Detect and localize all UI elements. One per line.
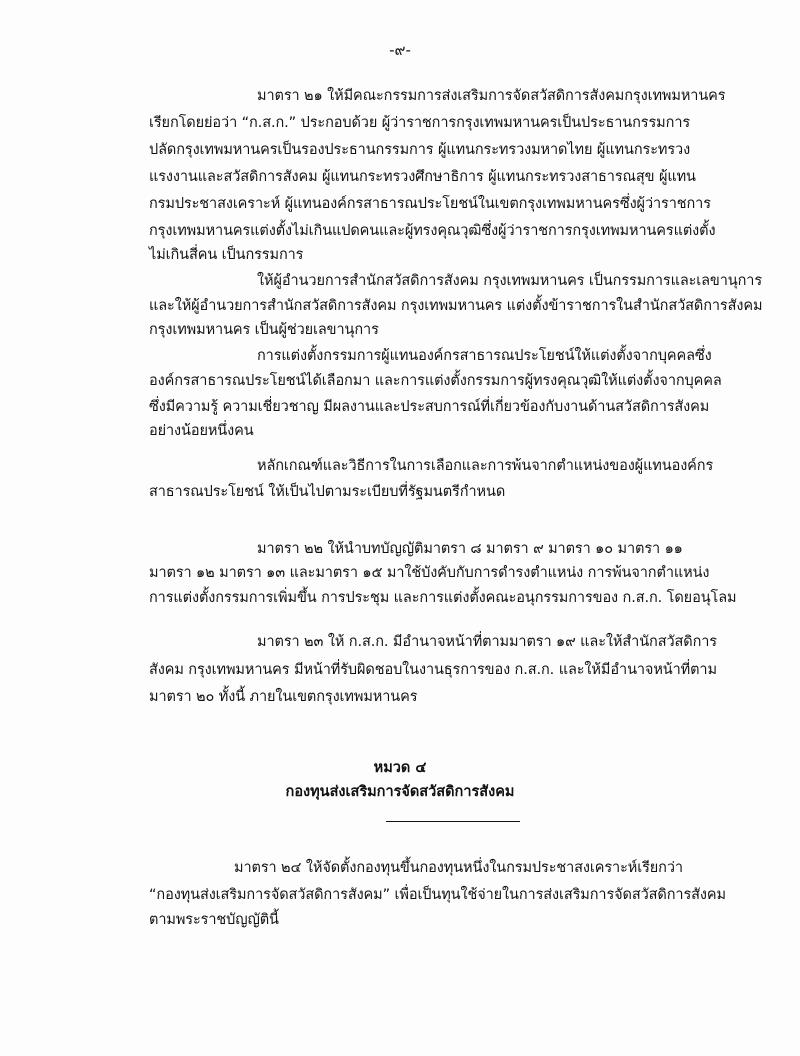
section-23-line-2: สังคม กรุงเทพมหานคร มีหน้าที่รับผิดชอบในงานธุรการของ ก.ส.ก. และให้มีอำนาจหน้าที่ตาม bbox=[149, 662, 717, 678]
chapter-number: หมวด ๔ bbox=[373, 760, 427, 776]
section-21-line-1: มาตรา ๒๑ ให้มีคณะกรรมการส่งเสริมการจัดสวัสดิการสังคมกรุงเทพมหานคร bbox=[257, 88, 726, 104]
section-24-line-1: มาตรา ๒๔ ให้จัดตั้งกองทุนขึ้นกองทุนหนึ่งในกรมประชาสงเคราะห์เรียกว่า bbox=[234, 860, 683, 876]
section-23-line-1: มาตรา ๒๓ ให้ ก.ส.ก. มีอำนาจหน้าที่ตามมาตรา ๑๙ และให้สำนักสวัสดิการ bbox=[257, 634, 717, 650]
section-24-line-2: “กองทุนส่งเสริมการจัดสวัสดิการสังคม” เพื่อเป็นทุนใช้จ่ายในการส่งเสริมการจัดสวัสดิการสังคม bbox=[149, 887, 726, 903]
section-21-line-2: เรียกโดยย่อว่า “ก.ส.ก.” ประกอบด้วย ผู้ว่าราชการกรุงเทพมหานครเป็นประธานกรรมการ bbox=[149, 115, 691, 131]
section-21-para4-line-2: สาธารณประโยชน์ ให้เป็นไปตามระเบียบที่รัฐมนตรีกำหนด bbox=[149, 484, 506, 500]
section-21-para3-line-2: องค์กรสาธารณประโยชน์ได้เลือกมา และการแต่งตั้งกรรมการผู้ทรงคุณวุฒิให้แต่งตั้งจากบุคคล bbox=[149, 373, 722, 389]
section-21-para3-line-3: ซึ่งมีความรู้ ความเชี่ยวชาญ มีผลงานและประสบการณ์ที่เกี่ยวข้องกับงานด้านสวัสดิการสังคม bbox=[149, 399, 710, 415]
section-23-line-3: มาตรา ๒๐ ทั้งนี้ ภายในเขตกรุงเทพมหานคร bbox=[149, 689, 418, 705]
section-21-para3-line-1: การแต่งตั้งกรรมการผู้แทนองค์กรสาธารณประโยชน์ให้แต่งตั้งจากบุคคลซึ่ง bbox=[257, 348, 712, 364]
page-number: -๙- bbox=[389, 41, 411, 59]
section-21-para3-line-4: อย่างน้อยหนึ่งคน bbox=[149, 423, 254, 439]
section-21-line-5: กรมประชาสงเคราะห์ ผู้แทนองค์กรสาธารณประโยชน์ในเขตกรุงเทพมหานครซึ่งผู้ว่าราชการ bbox=[149, 196, 711, 212]
section-22-line-2: มาตรา ๑๒ มาตรา ๑๓ และมาตรา ๑๕ มาใช้บังคับกับการดำรงตำแหน่ง การพ้นจากตำแหน่ง bbox=[149, 565, 710, 581]
section-24-line-3: ตามพระราชบัญญัตินี้ bbox=[149, 912, 279, 928]
section-21-para2-line-3: กรุงเทพมหานคร เป็นผู้ช่วยเลขานุการ bbox=[149, 322, 379, 338]
section-21-line-6: กรุงเทพมหานครแต่งตั้งไม่เกินแปดคนและผู้ทรงคุณวุฒิซึ่งผู้ว่าราชการกรุงเทพมหานครแต่งตั้ง bbox=[149, 223, 716, 239]
section-21-para4-line-1: หลักเกณฑ์และวิธีการในการเลือกและการพ้นจากตำแหน่งของผู้แทนองค์กร bbox=[257, 458, 714, 474]
section-22-line-1: มาตรา ๒๒ ให้นำบทบัญญัติมาตรา ๘ มาตรา ๙ มาตรา ๑๐ มาตรา ๑๑ bbox=[257, 541, 683, 557]
chapter-divider bbox=[386, 821, 520, 822]
section-21-para2-line-1: ให้ผู้อำนวยการสำนักสวัสดิการสังคม กรุงเทพมหานคร เป็นกรรมการและเลขานุการ bbox=[257, 273, 763, 289]
section-21-para2-line-2: และให้ผู้อำนวยการสำนักสวัสดิการสังคม กรุงเทพมหานคร แต่งตั้งข้าราชการในสำนักสวัสดิการสังคม bbox=[149, 298, 763, 314]
section-21-line-4: แรงงานและสวัสดิการสังคม ผู้แทนกระทรวงศึกษาธิการ ผู้แทนกระทรวงสาธารณสุข ผู้แทน bbox=[149, 169, 696, 185]
section-21-line-7: ไม่เกินสี่คน เป็นกรรมการ bbox=[149, 247, 304, 263]
section-22-line-3: การแต่งตั้งกรรมการเพิ่มขึ้น การประชุม และการแต่งตั้งคณะอนุกรรมการของ ก.ส.ก. โดยอนุโลม bbox=[149, 590, 737, 606]
section-21-line-3: ปลัดกรุงเทพมหานครเป็นรองประธานกรรมการ ผู้แทนกระทรวงมหาดไทย ผู้แทนกระทรวง bbox=[149, 142, 691, 158]
chapter-title: กองทุนส่งเสริมการจัดสวัสดิการสังคม bbox=[285, 784, 515, 800]
